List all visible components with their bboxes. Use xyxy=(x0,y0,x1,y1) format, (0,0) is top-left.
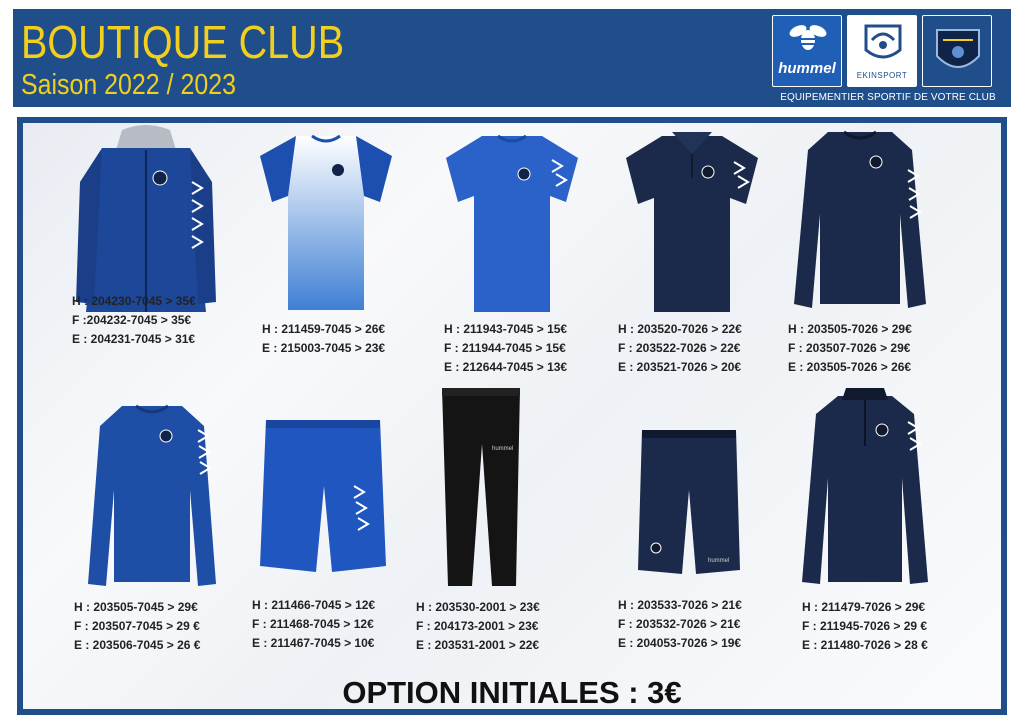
ekinsport-emblem-icon xyxy=(848,16,918,71)
code-line: E : 203521-7026 > 20€ xyxy=(618,360,742,374)
bee-icon xyxy=(773,16,843,60)
hummel-logo xyxy=(772,15,842,87)
code-line: E : 212644-7045 > 13€ xyxy=(444,360,568,374)
product-codes xyxy=(262,320,385,358)
code-line: H : 203505-7045 > 29€ xyxy=(74,600,198,614)
code-line: F : 204173-2001 > 23€ xyxy=(416,619,539,633)
club-crest-icon xyxy=(923,16,993,88)
code-line: H : 211459-7045 > 26€ xyxy=(262,322,386,336)
product-black-pants xyxy=(414,384,584,656)
product-codes xyxy=(618,320,742,377)
code-line: F : 211945-7026 > 29 € xyxy=(802,619,928,633)
product-navy-sweatshirt xyxy=(782,124,952,378)
product-codes xyxy=(618,596,742,653)
hummel-wordmark: hummel xyxy=(778,60,836,77)
partner-logos xyxy=(772,15,1004,101)
product-royal-tshirt xyxy=(436,130,606,380)
half-zip-navy-icon xyxy=(800,386,930,590)
supplier-tagline: EQUIPEMENTIER SPORTIF DE VOTRE CLUB xyxy=(780,92,996,103)
code-line: F : 203532-7026 > 21€ xyxy=(618,617,741,631)
code-line: H : 211943-7045 > 15€ xyxy=(444,322,568,336)
code-line: F : 211468-7045 > 12€ xyxy=(252,617,374,631)
code-line: E : 204053-7026 > 19€ xyxy=(618,636,742,650)
ekinsport-wordmark: EKINSPORT xyxy=(856,71,908,80)
code-line: H : 204230-7045 > 35€ xyxy=(72,294,196,308)
polo-navy-icon xyxy=(622,128,762,316)
product-navy-half-zip xyxy=(798,386,968,656)
product-royal-shorts xyxy=(248,416,418,656)
product-codes xyxy=(416,598,540,655)
product-codes xyxy=(72,292,196,349)
product-navy-shorts xyxy=(612,426,782,656)
product-codes xyxy=(802,598,928,655)
sweatshirt-navy-icon xyxy=(788,124,932,318)
code-line: F : 203507-7026 > 29€ xyxy=(788,341,911,355)
gradient-jersey-icon xyxy=(256,130,396,315)
code-line: H : 203505-7026 > 29€ xyxy=(788,322,912,336)
header-banner xyxy=(13,9,1011,107)
sweatshirt-royal-icon xyxy=(82,398,222,590)
initials-option-price: OPTION INITIALES : 3€ xyxy=(342,675,682,710)
svg-text:hummel: hummel xyxy=(492,446,514,452)
tshirt-royal-icon xyxy=(442,130,582,315)
club-crest-logo xyxy=(922,15,992,87)
code-line: E : 211480-7026 > 28 € xyxy=(802,638,928,652)
product-codes xyxy=(74,598,200,655)
code-line: F : 203522-7026 > 22€ xyxy=(618,341,741,355)
product-hooded-jacket xyxy=(68,122,238,372)
season-subtitle: Saison 2022 / 2023 xyxy=(21,69,236,101)
shorts-royal-icon xyxy=(258,416,388,576)
product-gradient-jersey xyxy=(250,130,420,360)
page-title: BOUTIQUE CLUB xyxy=(21,16,345,68)
shorts-navy-icon xyxy=(636,426,742,576)
code-line: H : 211466-7045 > 12€ xyxy=(252,598,376,612)
svg-text:hummel: hummel xyxy=(708,558,730,564)
product-navy-polo xyxy=(612,128,782,378)
code-line: E : 203506-7045 > 26 € xyxy=(74,638,201,652)
pants-black-icon xyxy=(436,384,526,590)
product-royal-sweatshirt xyxy=(68,398,238,654)
code-line: E : 204231-7045 > 31€ xyxy=(72,332,196,346)
code-line: E : 203505-7026 > 26€ xyxy=(788,360,912,374)
code-line: F :204232-7045 > 35€ xyxy=(72,313,192,327)
product-codes xyxy=(788,320,912,377)
product-codes xyxy=(444,320,567,377)
code-line: E : 211467-7045 > 10€ xyxy=(252,636,375,650)
code-line: E : 215003-7045 > 23€ xyxy=(262,341,386,355)
ekinsport-logo xyxy=(847,15,917,87)
code-line: H : 203520-7026 > 22€ xyxy=(618,322,742,336)
code-line: H : 203533-7026 > 21€ xyxy=(618,598,742,612)
code-line: F : 203507-7045 > 29 € xyxy=(74,619,200,633)
code-line: H : 203530-2001 > 23€ xyxy=(416,600,540,614)
code-line: F : 211944-7045 > 15€ xyxy=(444,341,566,355)
code-line: H : 211479-7026 > 29€ xyxy=(802,600,926,614)
product-codes xyxy=(252,596,375,653)
code-line: E : 203531-2001 > 22€ xyxy=(416,638,540,652)
